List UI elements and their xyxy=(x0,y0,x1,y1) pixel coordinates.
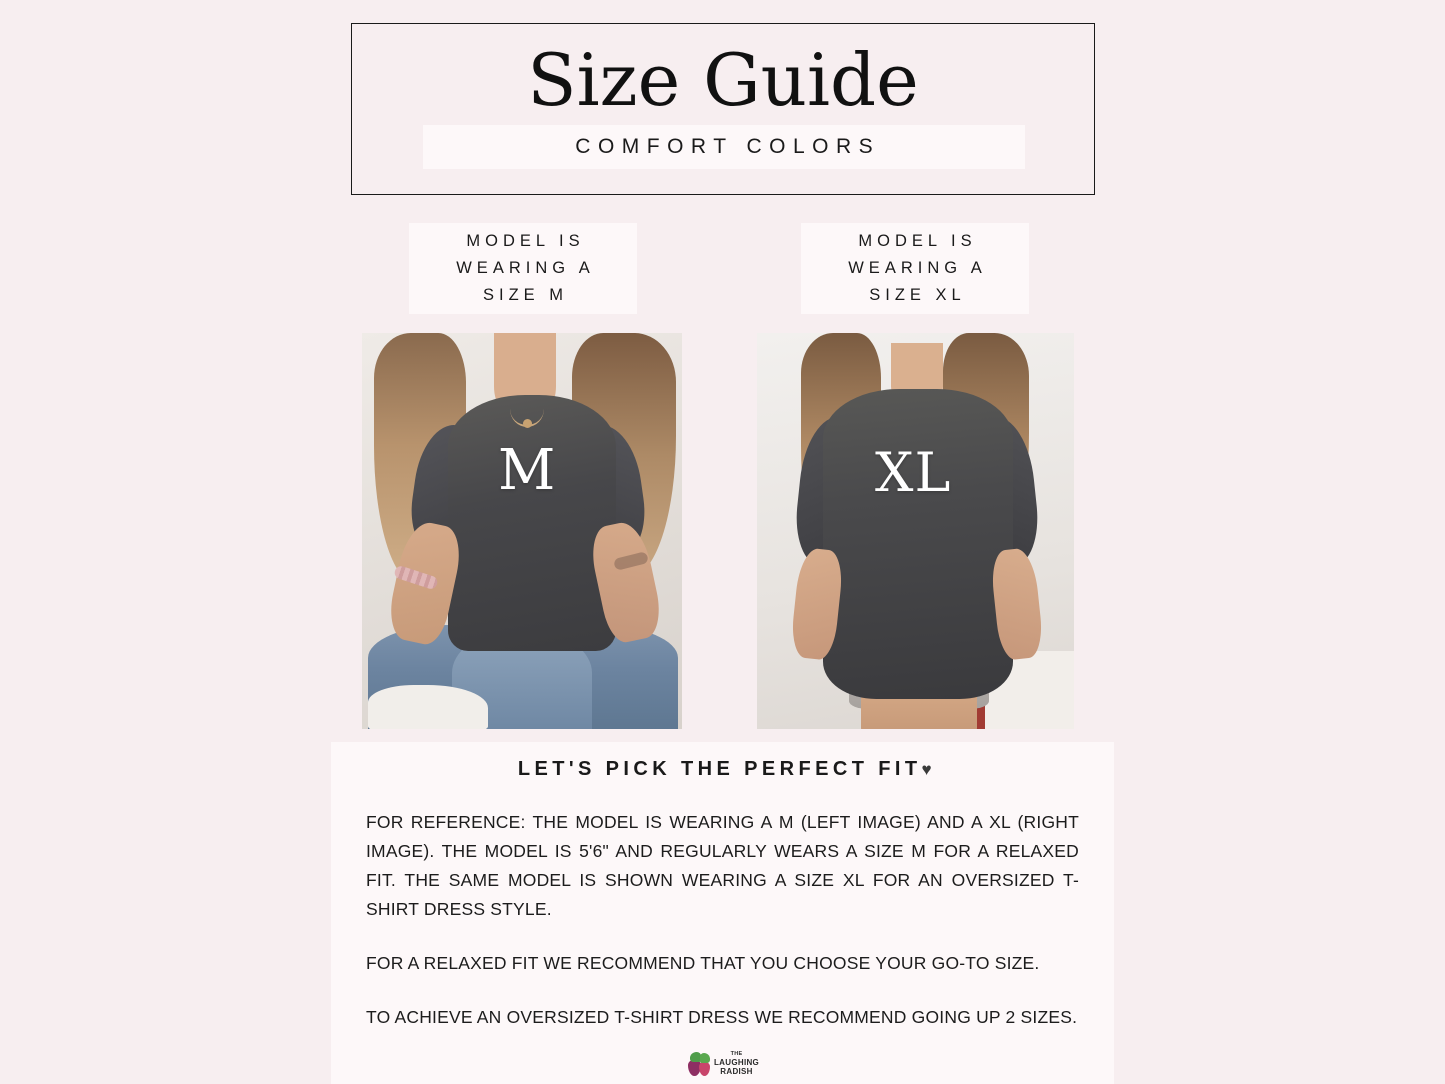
fit-info-paragraph-3: TO ACHIEVE AN OVERSIZED T-SHIRT DRESS WE RECOMMEND GOING UP 2 SIZES. xyxy=(366,1007,1078,1027)
pendant-m xyxy=(523,419,532,428)
model-caption-m-line2: WEARING A xyxy=(456,259,595,277)
model-caption-xl-line3: SIZE XL xyxy=(869,286,966,304)
header-box xyxy=(351,23,1095,195)
heart-icon: ♥ xyxy=(921,760,932,779)
shirt-size-letter-xl: XL xyxy=(875,441,952,504)
brand-logo-text xyxy=(714,1051,759,1076)
brand-logo xyxy=(687,1046,763,1080)
fit-info-heading xyxy=(331,758,1114,781)
brand-logo-line1: THE xyxy=(730,1050,743,1057)
fit-info-paragraph-2: FOR A RELAXED FIT WE RECOMMEND THAT YOU CHOOSE YOUR GO-TO SIZE. xyxy=(366,953,1040,973)
brand-logo-line3: RADISH xyxy=(720,1066,753,1076)
tshirt-xl xyxy=(823,389,1013,699)
model-caption-m xyxy=(409,223,637,314)
radish-leaf-shape xyxy=(700,1053,710,1063)
shirt-size-letter-m: M xyxy=(498,438,557,503)
model-caption-m-line3: SIZE M xyxy=(482,286,568,304)
model-caption-m-line1: MODEL IS xyxy=(466,232,585,250)
brand-name: COMFORT COLORS xyxy=(575,135,881,158)
fit-info-body xyxy=(335,808,1110,1057)
model-caption-xl-line2: WEARING A xyxy=(848,259,987,277)
radish-shape xyxy=(699,1062,710,1076)
model-photo-m xyxy=(362,333,682,729)
fit-info-paragraph-1: FOR REFERENCE: THE MODEL IS WEARING A M (LEFT IMAGE) AND A XL (RIGHT IMAGE). THE MODEL IS 5'6" AND REGULARLY WEARS A SIZE M FOR A RELAXED FIT. THE SAME MODEL IS SHOWN WEARING A SIZE XL FOR AN OVERSIZED T-SHIRT DRESS STYLE. xyxy=(366,812,1079,919)
tshirt-m xyxy=(448,395,616,651)
fit-info-heading-text: LET'S PICK THE PERFECT FIT xyxy=(517,758,922,780)
model-caption-xl-line1: MODEL IS xyxy=(858,232,977,250)
fit-info-panel xyxy=(331,742,1114,1084)
shoe-m xyxy=(368,685,488,729)
brand-band xyxy=(423,125,1025,169)
model-photo-xl xyxy=(757,333,1074,729)
brand-logo-line2: LAUGHING xyxy=(714,1057,760,1067)
model-caption-xl xyxy=(801,223,1029,314)
radish-icon xyxy=(687,1048,711,1078)
page-title: Size Guide xyxy=(527,38,919,122)
